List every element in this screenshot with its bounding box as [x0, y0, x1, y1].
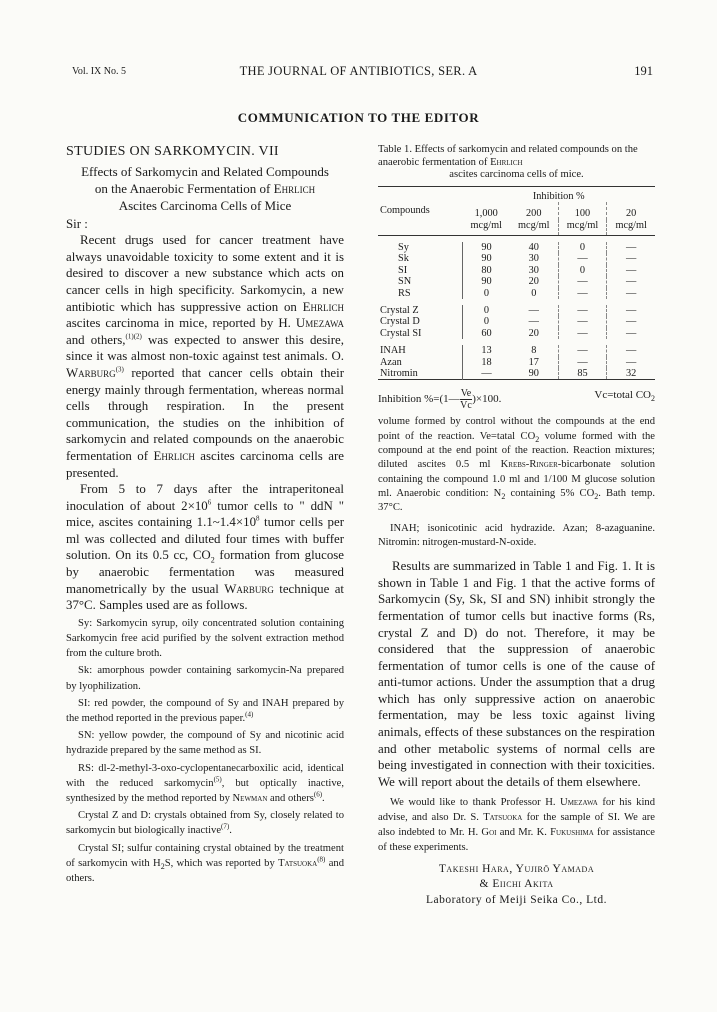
table-cell: —	[558, 288, 607, 299]
table-cell: 0	[558, 265, 607, 276]
table-cell: —	[607, 288, 655, 299]
table-row	[378, 328, 655, 339]
ack-umezawa: Umezawa	[560, 797, 598, 809]
ack-tatsuoka: Tatsuoka	[483, 812, 523, 824]
sample-rs	[66, 761, 344, 807]
intro-paragraph	[66, 232, 344, 481]
table-cell: 60	[463, 328, 510, 339]
row-label: RS	[398, 287, 411, 299]
subtitle-line-2: on the Anaerobic Fermentation of	[94, 180, 271, 196]
unit-header: mcg/ml	[470, 219, 502, 231]
formula-lhs: Inhibition %=	[378, 393, 440, 406]
author-block	[378, 862, 655, 909]
formula-denominator: Vc	[460, 400, 472, 412]
affiliation: Laboratory of Meiji Seika Co., Ltd.	[425, 893, 608, 906]
ack-text-a: We would like to thank Professor H.	[390, 797, 561, 809]
table-cell: 13	[463, 345, 510, 356]
methods-text-d: formation from glucose by anaerobic fermentation was measured manometrically by the usual	[66, 548, 345, 596]
table-row	[378, 288, 655, 299]
intro-text-a: Recent drugs used for cancer treatment have always unavoidable toxicity to some extent and it is desired to discover a new substance which acts on cancer cells in high specificity. Sarkomycin, a new antibiotic which has suppressive action on	[66, 233, 344, 314]
sample-cz-text: Crystal Z and D: crystals obtained from Sy, closely related to sarkomycin but biologically inactive	[66, 810, 344, 837]
formula-def-text: Vc=total CO	[594, 389, 651, 402]
table-cell: 90	[528, 368, 539, 380]
row-label: INAH	[380, 345, 406, 357]
ack-text-c: for the sample of SI. We are also indebted to Mr. H.	[378, 812, 655, 839]
note-sub-3: 2	[594, 492, 599, 502]
table-cell: 0	[463, 288, 510, 299]
running-header	[0, 64, 717, 80]
article-title: STUDIES ON SARKOMYCIN. VII	[66, 144, 279, 159]
table-caption-tail: ascites carcinoma cells of mice.	[449, 169, 584, 181]
table-cell: 0	[463, 316, 510, 327]
methods-text-a: From 5 to 7 days after the intraperitoneal inoculation of about 2×10	[66, 482, 344, 513]
table-caption-text: Table 1. Effects of sarkomycin and related compounds on the anaerobic fermentation of	[378, 144, 638, 168]
intro-warburg: Warburg	[66, 365, 116, 380]
right-column	[378, 144, 655, 908]
row-label: SN	[398, 276, 412, 288]
row-label: Crystal D	[380, 316, 420, 328]
table-row	[378, 242, 655, 253]
dose-header: 1,000	[474, 208, 498, 220]
table-cell: —	[607, 316, 655, 327]
note-text-a: volume formed by control without the compounds at the end point of the reaction. Ve=tatal CO	[378, 416, 655, 442]
table-cell: 90	[463, 242, 510, 253]
table-cell: —	[607, 328, 655, 339]
table-cell: 20	[528, 327, 539, 339]
table-cell: —	[607, 345, 655, 356]
note-krebs: Krebs-Ringer	[500, 459, 558, 471]
unit-header: mcg/ml	[558, 220, 607, 236]
left-column	[66, 144, 344, 886]
row-label: SI	[398, 264, 408, 276]
row-label: Crystal Z	[380, 305, 419, 317]
author-line-1: Takeshi Hara, Yujirō Yamada	[438, 862, 595, 875]
table-cell: 8	[531, 345, 537, 357]
sample-csi-tatsuoka: Tatsuoka	[278, 857, 318, 869]
section-heading: COMMUNICATION TO THE EDITOR	[237, 110, 480, 125]
intro-text-f: ascites carcinoma cells are presented.	[66, 448, 344, 480]
table-cell: —	[607, 242, 655, 253]
inhibition-header: Inhibition %	[532, 190, 585, 202]
ref-7: (7)	[221, 822, 230, 831]
article-subtitle	[66, 163, 344, 214]
table-cell: —	[558, 276, 607, 287]
table-cell: —	[607, 357, 655, 368]
ref-3: (3)	[115, 365, 124, 374]
table-caption-ehrlich: Ehrlich	[490, 156, 523, 168]
sample-csi-text-c: and others.	[66, 857, 344, 885]
table-cell: —	[607, 253, 655, 264]
results-table	[378, 186, 655, 381]
author-line-2: & Eiichi Akita	[479, 878, 554, 891]
table-row	[378, 253, 655, 264]
acknowledgement	[378, 796, 655, 855]
formula-def-sub: 2	[651, 394, 655, 404]
ref-4: (4)	[245, 710, 254, 719]
note-sub-1: 2	[535, 434, 540, 444]
compounds-header: Compounds	[380, 205, 430, 217]
table-row	[378, 368, 655, 380]
sample-sk: Sk: amorphous powder containing sarkomycin-Na prepared by lyophilization.	[66, 665, 344, 692]
volume-label: Vol. IX No. 5	[72, 66, 126, 77]
table-cell: 90	[463, 276, 510, 287]
formula-paren-close: )×100.	[472, 393, 502, 406]
subtitle-line-1: Effects of Sarkomycin and Related Compounds	[81, 163, 329, 179]
table-row	[378, 357, 655, 368]
table-cell: 30	[528, 253, 539, 265]
table-row	[378, 345, 655, 356]
table-cell: —	[558, 345, 607, 356]
ack-goi: Goi	[481, 827, 497, 839]
table-cell: 0	[558, 242, 607, 253]
table-cell: 40	[528, 242, 539, 253]
methods-warburg: Warburg	[224, 581, 274, 596]
sample-rs-text-c: and others	[267, 793, 314, 805]
salutation: Sir :	[66, 216, 88, 231]
sample-rs-text-d: .	[322, 793, 325, 805]
table-cell: —	[607, 305, 655, 316]
table-cell: —	[558, 316, 607, 327]
methods-text-c: tumor cells per ml was collected and diluted four times with buffer solution. On its 0.5 cc, CO	[66, 515, 344, 563]
sample-crystal-zd	[66, 808, 344, 838]
table-row	[378, 265, 655, 276]
dose-header: 100	[558, 202, 607, 219]
unit-header: mcg/ml	[607, 220, 655, 236]
sample-csi-text-a: Crystal SI; sulfur containing crystal obtained by the treatment of sarkomycin with H	[66, 842, 344, 869]
sample-si	[66, 696, 344, 726]
table-cell: —	[558, 253, 607, 264]
h2s-sub: 2	[160, 862, 165, 871]
ack-text-d: and Mr. K.	[496, 827, 551, 839]
methods-paragraph	[66, 481, 344, 614]
formula-def	[594, 388, 655, 403]
methods-text-e: technique at 37°C. Samples used are as follows.	[66, 581, 345, 613]
table-cell: 85	[558, 368, 607, 380]
table-cell: 90	[463, 253, 510, 264]
table-body	[378, 236, 655, 380]
table-cell: —	[528, 316, 539, 328]
table-cell: —	[528, 305, 539, 317]
table-cell: 20	[528, 276, 539, 288]
table-cell: —	[558, 305, 607, 316]
ref-5: (5)	[213, 775, 222, 784]
formula-paren-open: (1—	[439, 393, 460, 406]
table-cell: —	[607, 276, 655, 287]
co2-sub: 2	[210, 556, 215, 566]
ref-8: (8)	[317, 855, 326, 864]
exp-2: 8	[256, 514, 260, 523]
note-text-e: . Bath temp. 37°C.	[378, 487, 655, 514]
note-text-d: containing 5% CO	[505, 487, 595, 499]
table-note-1	[378, 415, 655, 515]
table-cell: —	[607, 265, 655, 276]
row-label: Azan	[380, 356, 402, 368]
formula-numerator: Ve	[460, 388, 472, 400]
table-row	[378, 276, 655, 287]
table-cell: —	[463, 368, 510, 380]
journal-title: THE JOURNAL OF ANTIBIOTICS, SER. A	[239, 64, 478, 78]
table-cell: 30	[528, 264, 539, 276]
note-sub-2: 2	[501, 492, 506, 502]
note-text-b: volume formed with the compound at the end point of the reaction. Reaction mixtures; diluted ascites 0.5 ml	[378, 430, 655, 471]
table-cell: 80	[463, 265, 510, 276]
intro-text-e: reported that cancer cells obtain their energy mainly through fermentation, whereas normal cells through respiration. In the present communication, the studies on the inhibition of sarkomycin and related compounds on the anaerobic fermentation of	[66, 365, 344, 463]
table-note-2: INAH; isonicotinic acid hydrazide. Azan; 8-azaguanine. Nitromin: nitrogen-mustard-N-oxide.	[378, 522, 655, 548]
row-label: Crystal SI	[380, 327, 422, 339]
intro-text-d: was expected to answer this desire, since it was almost non-toxic against test animals. O.	[66, 332, 344, 364]
intro-text-c: and others,	[66, 332, 126, 347]
subtitle-line-3: Ascites Carcinoma Cells of Mice	[118, 197, 292, 213]
ack-text-e: for assistance of these experiments.	[378, 827, 656, 853]
results-paragraph: Results are summarized in Table 1 and Fig. 1. It is shown in Table 1 and Fig. 1 that the active forms of Sarkomycin (Sy, Sk, SI and SN) inhibit strongly the fermentation of tumor cells but inactive forms (Rs, crystal Z and D) do not. Therefore, it may be considered that the suppression of anaerobic fermentation of tumor cells is one of the cause of anti-tumor actions. Under the assumption that a drug which has only suppressive action on anaerobic fermentation, may be less toxic against living animals, effects of these substances on the respiration and other metabolic systems of normal cells are being investigated in connection with their toxicities. We will report about the details of them elsewhere.	[378, 559, 655, 789]
formula-fraction	[460, 388, 473, 411]
row-label: Sy	[398, 242, 409, 253]
sample-rs-text-a: RS: dl-2-methyl-3-oxo-cyclopentanecarboxilic acid, identical with the reduced sarkomycin	[66, 762, 344, 789]
intro-umezawa: Umezawa	[295, 316, 344, 331]
table-caption	[378, 144, 655, 182]
sample-sn: SN: yellow powder, the compound of Sy and nicotinic acid hydrazide prepared by the same method as SI.	[66, 730, 344, 757]
sample-crystal-si	[66, 841, 344, 887]
unit-header: mcg/ml	[518, 219, 550, 231]
note-text-c: -bicarbonate solution containing the compound 1.0 ml and 1/100 M glucose solution ml. Anaerobic condition: N	[378, 459, 655, 499]
sample-si-text: SI: red powder, the compound of Sy and INAH prepared by the method reported in the previous paper.	[66, 697, 344, 725]
table-cell: 18	[463, 357, 510, 368]
ack-text-b: for his kind advise, and also Dr. S.	[378, 797, 656, 824]
table-cell: 0	[531, 287, 537, 299]
dose-header: 200	[526, 208, 542, 220]
ack-fukushima: Fukushima	[550, 827, 594, 839]
sample-rs-text-b: , but optically inactive, synthesized by the method reported by	[66, 777, 344, 805]
sample-cz-end: .	[229, 825, 232, 837]
sample-rs-newman: Newman	[232, 793, 268, 805]
ref-1-2: (1)(2)	[125, 332, 142, 341]
intro-ehrlich-2: Ehrlich	[153, 448, 195, 463]
table-cell: —	[558, 328, 607, 339]
ref-6: (6)	[313, 790, 323, 799]
table-cell: —	[558, 357, 607, 368]
dose-header: 20	[607, 202, 655, 219]
page-number: 191	[634, 64, 653, 78]
sample-csi-text-b: S, which was reported by	[164, 857, 279, 869]
row-label: Nitromin	[380, 368, 418, 380]
table-cell: 17	[528, 356, 539, 368]
row-label: Sk	[398, 253, 409, 265]
table-cell: 0	[463, 305, 510, 316]
sample-sy: Sy: Sarkomycin syrup, oily concentrated solution containing Sarkomycin free acid purified by the solvent extraction method from the culture broth.	[66, 617, 344, 660]
methods-text-b: tumor cells to " ddN " mice, ascites containing 1.1~1.4×10	[66, 498, 344, 530]
intro-ehrlich: Ehrlich	[302, 299, 344, 314]
subtitle-ehrlich: Ehrlich	[273, 180, 316, 196]
table-row	[378, 305, 655, 316]
intro-text-b: ascites carcinoma in mice, reported by H.	[66, 316, 296, 331]
table-cell: 32	[607, 368, 655, 380]
exp-1: 6	[207, 498, 212, 507]
inhibition-formula	[378, 388, 655, 411]
table-row	[378, 316, 655, 327]
